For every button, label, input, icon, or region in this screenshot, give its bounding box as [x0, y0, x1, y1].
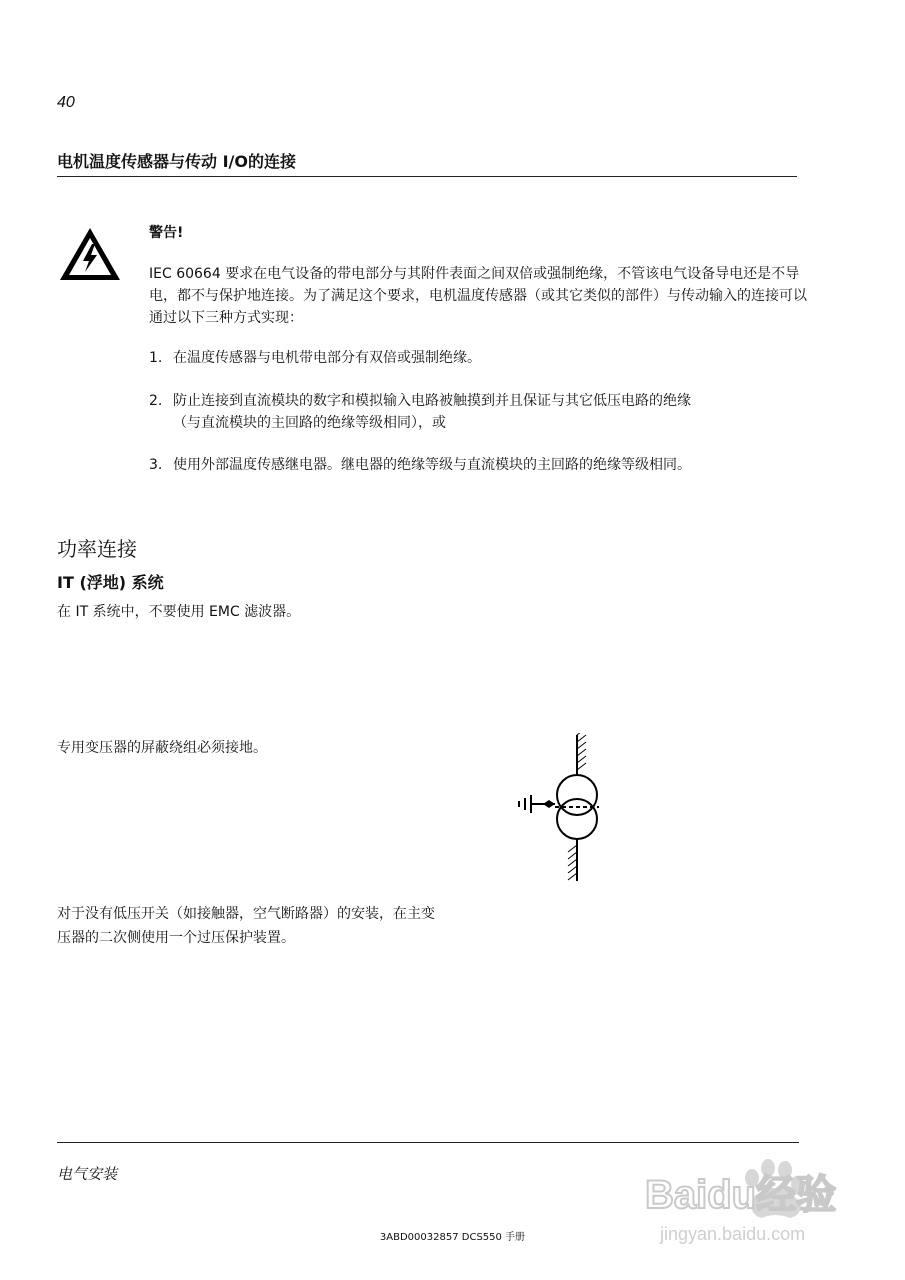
section-title: 电机温度传感器与传动 I/O的连接 — [57, 152, 296, 171]
list-item-text: 在温度传感器与电机带电部分有双倍或强制绝缘。 — [173, 350, 481, 366]
watermark-brand: Baidu经验 — [645, 1173, 837, 1217]
list-item — [149, 347, 809, 369]
overvoltage-line-1: 对于没有低压开关（如接触器，空气断路器）的安装，在主变 — [57, 906, 435, 922]
watermark-url: jingyan.baidu.com — [660, 1224, 806, 1244]
top-divider — [57, 176, 797, 177]
list-item — [149, 390, 809, 434]
bottom-divider — [57, 1142, 799, 1143]
overvoltage-text — [57, 902, 527, 950]
it-system-text: 在 IT 系统中，不要使用 EMC 滤波器。 — [57, 604, 301, 620]
shielded-transformer-symbol-icon — [505, 733, 615, 883]
list-item-number: 1. — [149, 350, 163, 366]
page-number: 40 — [57, 94, 75, 111]
overvoltage-line-2: 压器的二次侧使用一个过压保护装置。 — [57, 930, 295, 946]
warning-body: IEC 60664 要求在电气设备的带电部分与其附件表面之间双倍或强制绝缘，不管该电气设备导电还是不导电，都不与保护地连接。为了满足这个要求，电机温度传感器（或其它类似的部件）与传动输入的连接可以通过以下三种方式实现： — [149, 266, 807, 326]
list-item-number: 2. — [149, 393, 163, 409]
list-item — [149, 454, 809, 476]
list-item-number: 3. — [149, 457, 163, 473]
footer-chapter: 电气安装 — [57, 1165, 118, 1183]
it-system-heading: IT (浮地) 系统 — [57, 573, 164, 592]
warning-label: 警告! — [149, 225, 184, 241]
footer-document-id: 3ABD00032857 DCS550 手册 — [379, 1232, 526, 1243]
shield-grounding-text: 专用变压器的屏蔽绕组必须接地。 — [57, 740, 267, 756]
high-voltage-warning-icon — [57, 225, 123, 283]
list-item-text: 防止连接到直流模块的数字和模拟输入电路被触摸到并且保证与其它低压电路的绝缘 — [173, 393, 691, 409]
list-item-continuation: （与直流模块的主回路的绝缘等级相同），或 — [173, 415, 446, 431]
list-item-text: 使用外部温度传感继电器。继电器的绝缘等级与直流模块的主回路的绝缘等级相同。 — [173, 457, 691, 473]
power-heading: 功率连接 — [57, 537, 137, 561]
